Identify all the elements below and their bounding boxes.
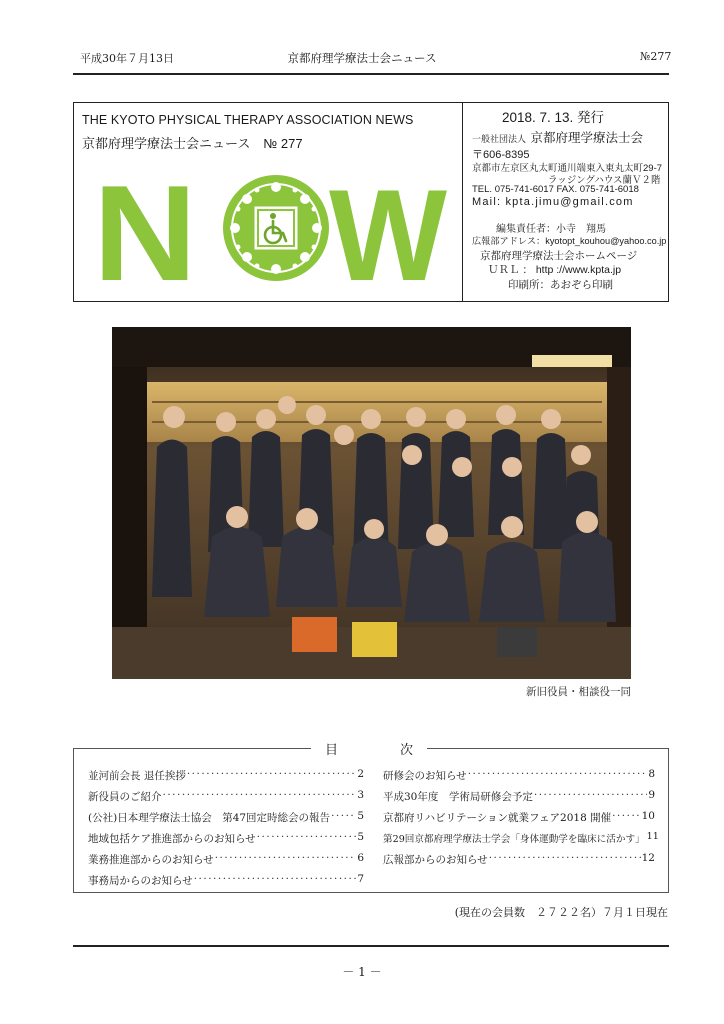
group-photo <box>112 327 631 679</box>
logo-letter-n <box>90 180 200 284</box>
email: Mail: kpta.jimu@gmail.com <box>472 196 634 208</box>
toc-entry[interactable] <box>88 789 364 804</box>
toc-entry-page: 9 <box>648 789 655 801</box>
toc-entry-title: 新役員のご紹介 <box>88 791 162 803</box>
toc-entry-page: 5 <box>357 831 364 843</box>
masthead-title-jp: 京都府理学療法士会ニュース № 277 <box>82 136 303 151</box>
photo-caption: 新旧役員・相談役一同 <box>526 686 631 698</box>
header-issue: №277 <box>640 50 672 63</box>
toc-entry[interactable] <box>383 768 655 783</box>
published-date: 2018. 7. 13. 発行 <box>502 110 605 125</box>
toc-entry-title: 平成30年度 学術局研修会予定 <box>383 791 533 803</box>
toc-entry-title: (公社)日本理学療法士協会 第47回定時総会の報告 <box>88 812 331 824</box>
masthead-title-en: THE KYOTO PHYSICAL THERAPY ASSOCIATION NEWS <box>82 113 414 127</box>
masthead-divider <box>462 102 463 302</box>
toc-entry[interactable] <box>383 810 655 825</box>
tel-fax: TEL. 075-741-6017 FAX. 075-741-6018 <box>472 184 639 195</box>
header-rule <box>73 73 669 75</box>
postal-code: 〒606-8395 <box>472 149 530 161</box>
toc-entry-title: 地域包括ケア推進部からのお知らせ <box>88 833 256 845</box>
toc-entry-title: 研修会のお知らせ <box>383 770 467 782</box>
toc-entry-title: 第29回京都府理学療法士学会「身体運動学を臨床に活かす」 <box>383 834 645 845</box>
page-number: － 1 － <box>342 965 382 979</box>
footer-rule <box>73 945 669 947</box>
svg-text:W: W <box>329 180 448 284</box>
toc-entry[interactable] <box>88 852 364 867</box>
toc-entry[interactable] <box>88 873 364 888</box>
editor: 編集責任者：小寺 翔馬 <box>496 224 606 235</box>
wheelchair-icon <box>221 173 331 283</box>
toc-entry-title: 業務推進部からのお知らせ <box>88 854 214 866</box>
toc-entry[interactable] <box>88 768 364 783</box>
toc-title-char-1: 目 <box>325 743 339 758</box>
toc-entry-page: 6 <box>357 852 364 864</box>
header-date: 平成30年７月13日 <box>80 52 174 65</box>
printer: 印刷所：あおぞら印刷 <box>508 279 613 291</box>
toc-entry[interactable] <box>88 810 364 825</box>
toc-entry[interactable] <box>383 852 655 867</box>
toc-entry-page: 3 <box>357 789 364 801</box>
logo-letter-w <box>328 180 448 284</box>
toc-entry-page: 8 <box>648 768 655 780</box>
homepage-label: 京都府理学療法士会ホームページ <box>480 250 638 262</box>
toc-title <box>311 739 427 758</box>
pr-address: 広報部アドレス：kyotopt_kouhou@yahoo.co.jp <box>472 236 667 246</box>
header-title: 京都府理学療法士会ニュース <box>287 51 437 65</box>
toc-entry-title: 事務局からのお知らせ <box>88 875 193 887</box>
toc-title-char-2: 次 <box>399 743 413 758</box>
svg-text:N: N <box>93 180 197 284</box>
address-line-2: ラッジングハウス蘭Ｖ２階 <box>548 175 661 186</box>
homepage-url: ＵＲＬ ： http ://www.kpta.jp <box>488 264 622 276</box>
toc-entry[interactable] <box>383 831 659 845</box>
toc-entry-page: 2 <box>357 768 364 780</box>
organization <box>472 128 643 147</box>
member-count-note: (現在の会員数 ２７２２名）７月１日現在 <box>454 906 668 919</box>
toc-entry-page: 11 <box>646 831 659 842</box>
org-prefix: 一般社団法人 <box>472 134 527 144</box>
toc-entry-page: 5 <box>357 810 364 822</box>
toc-entry-title: 広報部からのお知らせ <box>383 854 488 866</box>
toc-entry-page: 7 <box>357 873 364 885</box>
toc-entry-page: 10 <box>641 810 655 822</box>
toc-entry-title: 京都府リハビリテーション就業フェア2018 開催 <box>383 812 612 824</box>
address-line-1: 京都市左京区丸太町通川端東入東丸太町29-7 <box>472 163 663 174</box>
org-name: 京都府理学療法士会 <box>530 131 643 145</box>
toc-entry[interactable] <box>383 789 655 804</box>
toc-entry-title: 並河前会長 退任挨拶 <box>88 770 186 782</box>
toc-entry-page: 12 <box>641 852 655 864</box>
toc-entry[interactable] <box>88 831 364 846</box>
